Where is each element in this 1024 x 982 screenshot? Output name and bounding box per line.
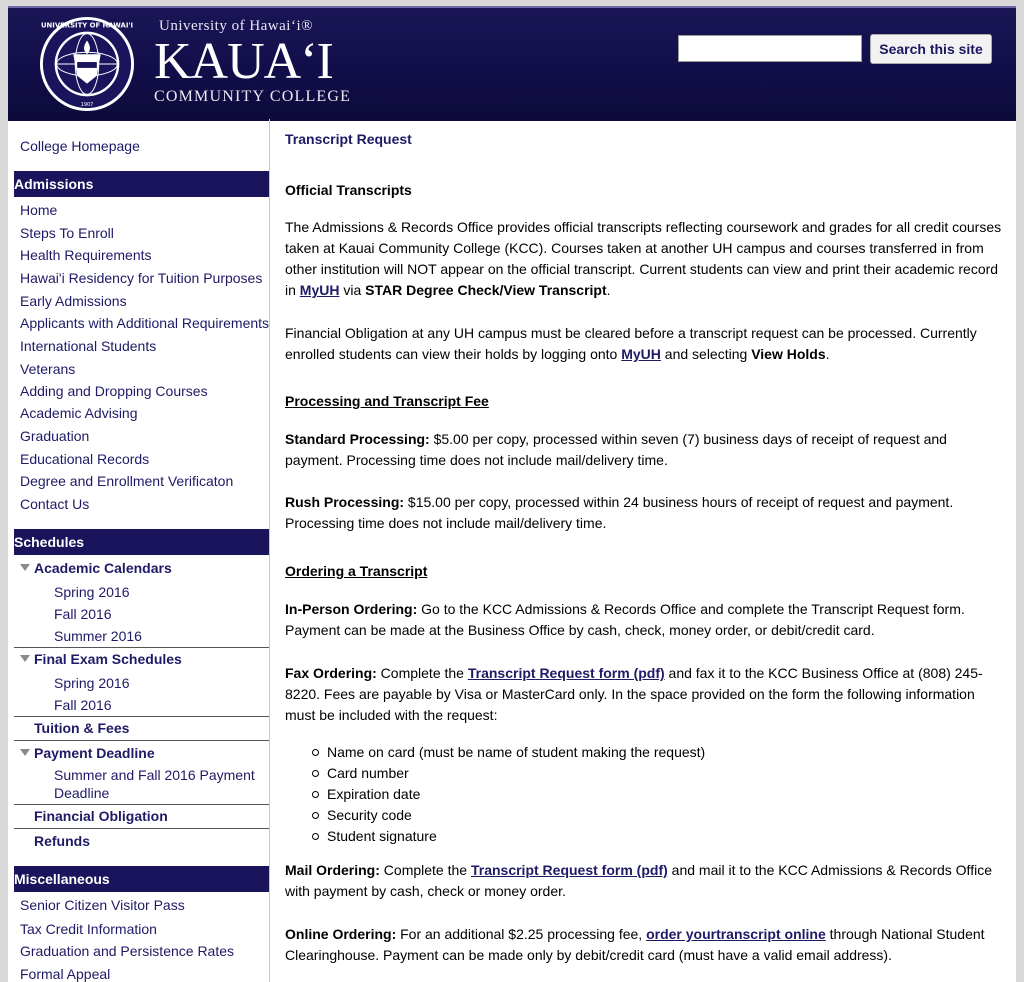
text: and mail it to the KCC Admissions & Records Office with payment by cash, check or money order. (285, 862, 992, 899)
text: Complete the (379, 862, 471, 878)
search-button[interactable]: Search this site (870, 34, 992, 64)
sidebar-item-early-admissions[interactable]: Early Admissions (20, 293, 127, 309)
expand-triangle-icon (20, 564, 30, 571)
logo-college-name[interactable]: KAUA‘I (154, 33, 333, 90)
sidebar-item-educational-records[interactable]: Educational Records (20, 451, 150, 467)
list-item: Name on card (must be name of student making the request) (312, 742, 705, 763)
sidebar-item-payment-deadline-summer-fall-line2[interactable]: Deadline (54, 785, 110, 801)
expand-triangle-icon (20, 749, 30, 756)
bold-label: In-Person Ordering: (285, 601, 418, 617)
sidebar-heading-schedules: Schedules (14, 529, 270, 555)
text: The Admissions & Records Office provides official transcripts reflecting coursework and grades for all credit courses taken at Kauai Community College (KCC). Courses taken at another UH campus and courses transferred in from other institution will NOT appear on the official transcript. Current students can view and print their academic record in (285, 219, 1002, 298)
sidebar-item-exam-spring-2016[interactable]: Spring 2016 (54, 675, 130, 691)
sidebar-item-senior-citizen-pass[interactable]: Senior Citizen Visitor Pass (20, 897, 185, 913)
page-title: Transcript Request (285, 131, 412, 147)
order-transcript-online-link[interactable]: order yourtranscript online (646, 926, 826, 942)
university-seal-icon[interactable] (38, 15, 136, 113)
main-content (270, 119, 1016, 982)
sidebar-item-academic-advising[interactable]: Academic Advising (20, 405, 138, 421)
text: through National Student Clearinghouse. Payment can be made only by debit/credit card (must have a valid email address). (285, 926, 985, 963)
sidebar-item-additional-requirements[interactable]: Applicants with Additional Requirements (20, 315, 270, 331)
bold-label: Fax Ordering: (285, 665, 377, 681)
divider (14, 716, 270, 717)
sidebar-item-residency[interactable]: Hawai'i Residency for Tuition Purposes (20, 270, 263, 286)
bold-text: View Holds (751, 346, 826, 362)
text: For an additional $2.25 processing fee, (396, 926, 647, 942)
transcript-request-form-link[interactable]: Transcript Request form (pdf) (467, 665, 665, 681)
sidebar-item-formal-appeal[interactable]: Formal Appeal (20, 966, 111, 982)
sidebar-item-payment-deadline-summer-fall[interactable]: Summer and Fall 2016 Payment (54, 767, 255, 783)
svg-text:1907: 1907 (80, 102, 94, 109)
sidebar-item-international-students[interactable]: International Students (20, 338, 157, 354)
paragraph-financial-obligation (285, 323, 1005, 365)
bold-label: Rush Processing: (285, 494, 405, 510)
site-header (8, 6, 1016, 121)
bold-label: Standard Processing: (285, 431, 430, 447)
sidebar-item-final-exam-schedules[interactable] (14, 651, 270, 667)
bold-label: Online Ordering: (285, 926, 397, 942)
fax-requirements-list (312, 742, 705, 847)
text: Complete the (376, 665, 468, 681)
sidebar-item-exam-fall-2016[interactable]: Fall 2016 (54, 697, 112, 713)
sidebar-item-refunds[interactable]: Refunds (34, 833, 90, 849)
text: via (339, 282, 366, 298)
sidebar-item-contact-us[interactable]: Contact Us (20, 496, 90, 512)
section-heading-ordering: Ordering a Transcript (285, 563, 428, 579)
sidebar-item-label: Final Exam Schedules (34, 651, 182, 667)
paragraph-mail-ordering (285, 860, 1005, 902)
paragraph-standard-processing (285, 429, 1005, 471)
sidebar-item-label: Academic Calendars (34, 560, 172, 576)
expand-triangle-icon (20, 655, 30, 662)
text: Financial Obligation at any UH campus must be cleared before a transcript request can be processed. Currently enrolled students can view their holds by logging onto (285, 325, 977, 362)
sidebar-item-steps-to-enroll[interactable]: Steps To Enroll (20, 225, 114, 241)
myuh-link[interactable]: MyUH (621, 346, 661, 362)
list-item: Security code (312, 805, 705, 826)
sidebar-item-calendar-fall-2016[interactable]: Fall 2016 (54, 606, 112, 622)
section-heading-official-transcripts: Official Transcripts (285, 182, 412, 198)
text: and fax it to the KCC Business Office at (808) 245-8220. Fees are payable by Visa or MasterCard only. In the space provided on the form the following information must be included with the request: (285, 665, 983, 723)
paragraph-fax-ordering (285, 663, 1005, 726)
sidebar-nav (8, 119, 270, 982)
sidebar-item-health-requirements[interactable]: Health Requirements (20, 247, 152, 263)
sidebar-item-payment-deadline[interactable] (14, 745, 270, 761)
page (8, 6, 1016, 982)
sidebar-item-home[interactable]: Home (20, 202, 58, 218)
bold-label: Mail Ordering: (285, 862, 380, 878)
paragraph-online-ordering (285, 924, 1005, 966)
list-item: Expiration date (312, 784, 705, 805)
sidebar-item-label: Payment Deadline (34, 745, 155, 761)
sidebar-heading-miscellaneous: Miscellaneous (14, 866, 270, 892)
sidebar-heading-admissions: Admissions (14, 171, 270, 197)
paragraph-rush-processing (285, 492, 1005, 534)
sidebar-item-graduation-rates[interactable]: Graduation and Persistence Rates (20, 943, 235, 959)
sidebar-item-tuition-fees[interactable]: Tuition & Fees (34, 720, 130, 736)
divider (14, 647, 270, 648)
myuh-link[interactable]: MyUH (299, 282, 340, 298)
transcript-request-form-link[interactable]: Transcript Request form (pdf) (470, 862, 668, 878)
svg-text:UNIVERSITY OF HAWAI'I: UNIVERSITY OF HAWAI'I (40, 21, 134, 30)
text: . (606, 282, 611, 298)
paragraph-official-transcripts (285, 217, 1005, 301)
sidebar-item-academic-calendars[interactable] (14, 560, 270, 576)
logo-college-subtitle: COMMUNITY COLLEGE (154, 88, 352, 105)
sidebar-item-graduation[interactable]: Graduation (20, 428, 90, 444)
divider (14, 828, 270, 829)
sidebar-college-homepage[interactable]: College Homepage (20, 138, 140, 154)
section-heading-processing-fee: Processing and Transcript Fee (285, 393, 489, 409)
sidebar-item-veterans[interactable]: Veterans (20, 361, 76, 377)
divider (14, 804, 270, 805)
text: and selecting (660, 346, 752, 362)
text: Go to the KCC Admissions & Records Office and complete the Transcript Request form. Payment can be made at the Business Office by cash, check, money order, or debit/credit card. (285, 601, 965, 638)
text: . (825, 346, 830, 362)
paragraph-in-person-ordering (285, 599, 1005, 641)
text: $5.00 per copy, processed within seven (7) business days of receipt of request and payment. Processing time does not include mail/delivery time. (285, 431, 947, 468)
sidebar-item-calendar-spring-2016[interactable]: Spring 2016 (54, 584, 130, 600)
list-item: Student signature (312, 826, 705, 847)
text: $15.00 per copy, processed within 24 business hours of receipt of request and payment. Processing time does not include mail/delivery time. (285, 494, 954, 531)
sidebar-item-adding-dropping[interactable]: Adding and Dropping Courses (20, 383, 208, 399)
sidebar-item-financial-obligation[interactable]: Financial Obligation (34, 808, 168, 824)
search-input[interactable] (678, 35, 862, 62)
sidebar-item-tax-credit[interactable]: Tax Credit Information (20, 921, 157, 937)
bold-text: STAR Degree Check/View Transcript (365, 282, 607, 298)
sidebar-item-calendar-summer-2016[interactable]: Summer 2016 (54, 628, 142, 644)
divider (14, 740, 270, 741)
sidebar-item-verification[interactable]: Degree and Enrollment Verificaton (20, 473, 234, 489)
list-item: Card number (312, 763, 705, 784)
logo-university-text: University of Hawai‘i® (159, 18, 314, 34)
